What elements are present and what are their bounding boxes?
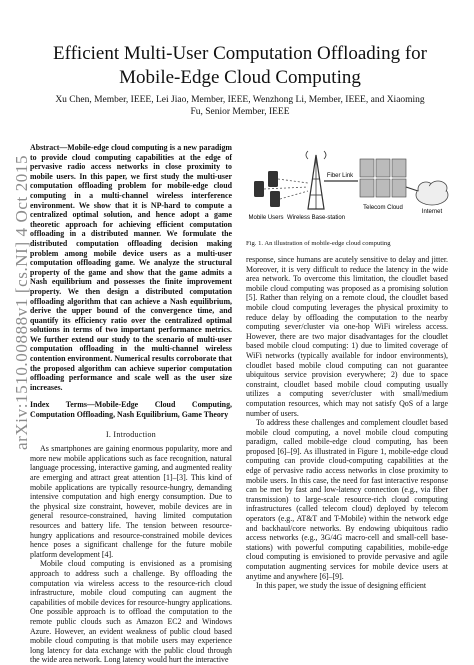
fiber-link-label: Fiber Link: [326, 173, 354, 179]
author-list: Xu Chen, Member, IEEE, Lei Jiao, Member, IEEE, Wenzhong Li, Member, IEEE, and Xiaoming Fu, Senior Member, IEEE: [55, 95, 425, 117]
base-station-icon: [306, 151, 326, 209]
figure-caption: Fig. 1. An illustration of mobile-edge cloud computing: [246, 240, 391, 247]
server-rack-icon: [360, 159, 406, 197]
right-paragraph-3: In this paper, we study the issue of designing efficient: [256, 581, 427, 591]
index-terms: Index Terms—Mobile-Edge Cloud Computing, Computation Offloading, Nash Equilibrium, Game Theory: [30, 400, 232, 420]
base-station-label: Wireless Base-station: [286, 215, 346, 221]
intro-paragraph-1: As smartphones are gaining enormous popularity, more and more new mobile applications such as face recognition, natural language processing, interactive gaming, and augmented reality are emerging and attract great attention [1]–[3]. This kind of mobile applications are typically resource-hungry, demanding intensive computation and high energy consumption. Due to the physical size constraint, however, mobile devices are in general resource-constrained, having limited computation resources and battery life. The tension between resource-hungry applications and resource-constrained mobile devices hence poses a significant challenge for the future mobile platform development [4].: [30, 444, 232, 559]
right-paragraph-1: response, since humans are acutely sensitive to delay and jitter. Moreover, it is very difficult to reduce the latency in the wide area network. To overcome this limitation, the cloudlet based mobile cloud computing was proposed as a promising solution [5]. Rather than relying on a remote cloud, the cloudlet based mobile cloud computing leverages the physical proximity to reduce delay by offloading the computation to the nearby computing sever/cluster via one-hop WiFi wireless access. However, there are two major disadvantages for the cloudlet based mobile cloud computing: 1) due to limited coverage of WiFi networks (typically available for indoor environments), cloudlet based mobile cloud computing can not guarantee ubiquitous service provision everywhere; 2) due to space constraint, cloudlet based mobile cloud computing usually utilizes a computing sever/cluster with small/medium computation resources, which may not satisfy QoS of a large number of users.: [246, 255, 448, 418]
figure-1: [246, 147, 456, 235]
telecom-cloud-label: Telecom Cloud: [363, 205, 403, 211]
right-column: [246, 255, 448, 591]
mobile-phone-icon: [254, 171, 280, 207]
arxiv-watermark: arXiv:1510.00888v1 [cs.NI] 4 Oct 2015: [12, 154, 31, 450]
internet-label: Internet: [421, 209, 443, 215]
abstract: Abstract—Mobile-edge cloud computing is a new paradigm to provide cloud computing capabilities at the edge of pervasive radio access networks in close proximity to mobile users. In this paper, we first study the multi-user computation offloading problem for mobile-edge cloud computing in a multi-channel wireless interference environment. We show that it is NP-hard to compute a centralized optimal solution, and hence adopt a game theoretic approach for achieving efficient computation offloading in a distributed manner. We formulate the distributed computation offloading decision making problem among mobile device users as a multi-user computation offloading game. We analyze the structural property of the game and show that the game admits a Nash equilibrium and possesses the finite improvement property. We then design a distributed computation offloading algorithm that can achieve a Nash equilibrium, derive the upper bound of the convergence time, and quantify its efficiency ratio over the centralized optimal solutions in terms of two important performance metrics. We further extend our study to the scenario of multi-user computation offloading in the multi-channel wireless contention environment. Numerical results corroborate that the proposed algorithm can achieve superior computation offloading performance and scale well as the user size increases.: [30, 143, 232, 392]
mobile-users-label: Mobile Users: [248, 215, 284, 221]
section-heading: I. Introduction: [105, 429, 157, 439]
left-column: [30, 143, 232, 665]
intro-paragraph-2: Mobile cloud computing is envisioned as a promising approach to address such a challenge. By offloading the computation via wireless access to the resource-rich cloud infrastructure, mobile cloud computing can augment the capabilities of mobile devices for resource-hungry applications. One possible approach is to offload the computation to the remote public clouds such as Amazon EC2 and Windows Azure. However, an evident weakness of public cloud based mobile cloud computing is that mobile users may experience long latency for data exchange with the public cloud through the wide area network. Long latency would hurt the interactive: [30, 559, 232, 665]
internet-cloud-icon: [416, 181, 448, 205]
right-paragraph-2: To address these challenges and complement cloudlet based mobile cloud computing, a novel mobile cloud computing paradigm, called mobile-edge cloud computing, has been proposed [6]–[9]. As illustrated in Figure 1, mobile-edge cloud computing can provide cloud-computing capabilities at the edge of pervasive radio access networks in close proximity to mobile users. In this case, the need for fast interactive response can be met by fast and low-latency connection (e.g., via fiber transmission) to large-scale resource-rich cloud computing infrastructures (called telecom cloud) deployed by telecom operators (e.g., AT&T and T-Mobile) within the network edge and backhaul/core networks. By endowing ubiquitous radio access networks (e.g., 3G/4G macro-cell and small-cell base-stations) with powerful computing capabilities, mobile-edge cloud computing is envisioned to provide pervasive and agile computation augmenting services for mobile device users at anytime and anywhere [6]–[9].: [246, 418, 448, 581]
paper-title: Efficient Multi-User Computation Offloading for Mobile-Edge Cloud Computing: [53, 43, 427, 88]
